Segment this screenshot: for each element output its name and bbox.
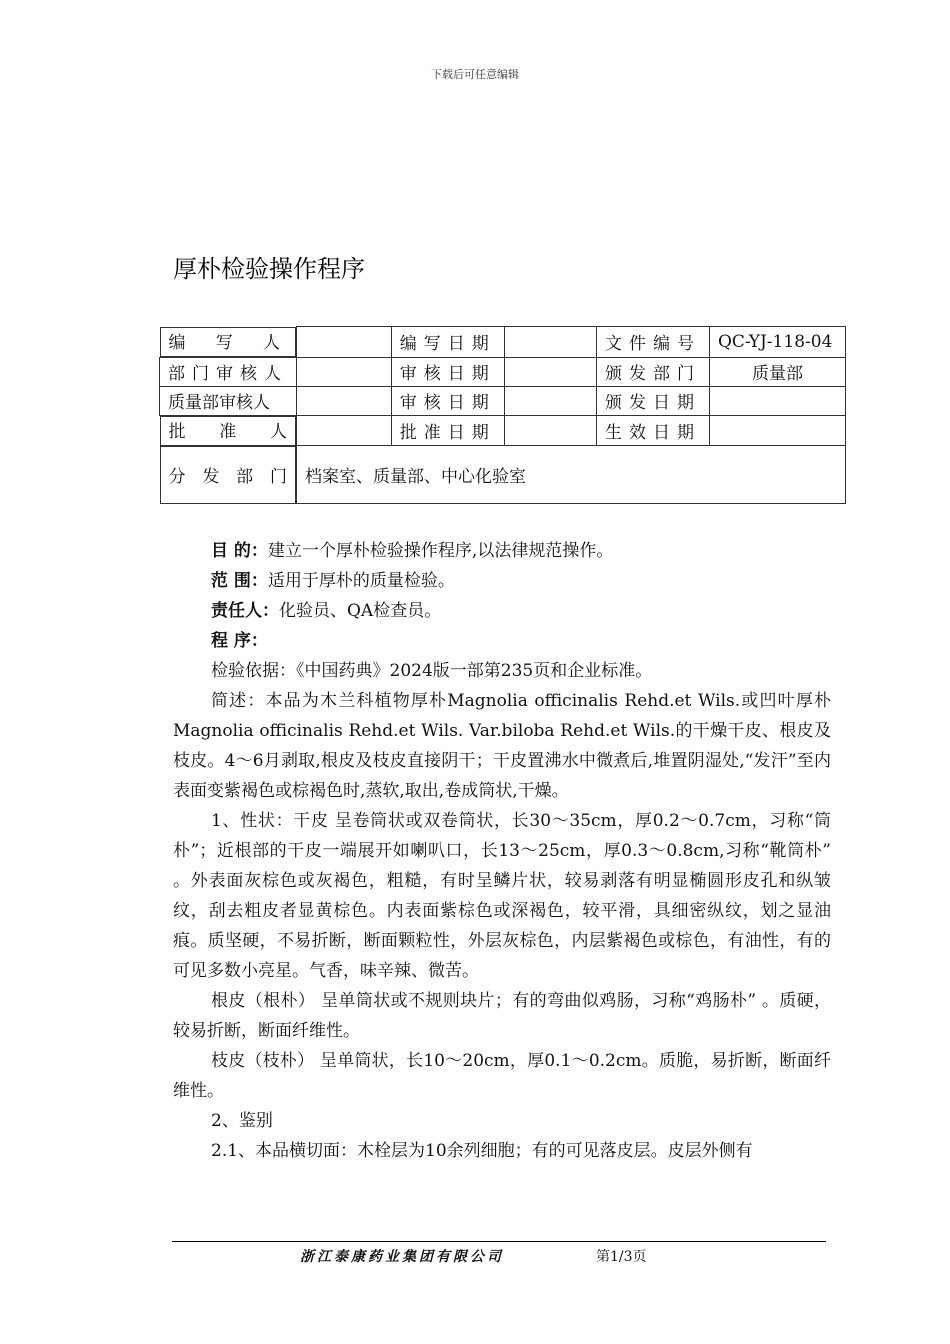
effective-date-value bbox=[709, 415, 845, 446]
basis-paragraph: 检验依据：《中国药典》2024版一部第235页和企业标准。 bbox=[211, 661, 653, 681]
page-number: 第1/3页 bbox=[596, 1249, 647, 1265]
footer-divider bbox=[172, 1241, 826, 1242]
root-bark-paragraph: 根皮（根朴） 呈单筒状或不规则块片；有的弯曲似鸡肠，习称“鸡肠朴” 。质硬，较易折断，断面纤维性。 bbox=[173, 991, 831, 1041]
doc-no-label: 文件编号 bbox=[596, 327, 709, 358]
distribution-value: 档案室、质量部、中心化验室 bbox=[297, 446, 846, 504]
responsibility-line bbox=[173, 596, 831, 626]
issue-dept-value: 质量部 bbox=[709, 357, 845, 386]
issue-dept-label: 颁发部门 bbox=[596, 357, 709, 386]
write-date-value bbox=[504, 327, 596, 358]
effective-date-label: 生效日期 bbox=[596, 415, 709, 446]
document-body bbox=[173, 536, 831, 1166]
review-date-value bbox=[504, 357, 596, 386]
procedure-label: 程 序： bbox=[211, 631, 268, 651]
dept-reviewer-label: 部门审核人 bbox=[160, 357, 297, 386]
identification-heading: 2、鉴别 bbox=[211, 1111, 273, 1131]
identification-paragraph: 2.1、本品横切面：木栓层为10余列细胞；有的可见落皮层。皮层外侧有 bbox=[211, 1141, 753, 1161]
responsibility-text: 化验员、QA检查员。 bbox=[279, 601, 442, 621]
approver-label: 批 准 人 bbox=[160, 416, 297, 446]
qa-reviewer-label: 质量部审核人 bbox=[160, 386, 297, 415]
doc-no-value: QC-YJ-118-04 bbox=[709, 327, 845, 358]
distribution-label: 分 发 部 门 bbox=[160, 446, 297, 504]
purpose-text: 建立一个厚朴检验操作程序,以法律规范操作。 bbox=[267, 541, 614, 561]
review-date-label: 审核日期 bbox=[391, 357, 504, 386]
scope-text: 适用于厚朴的质量检验。 bbox=[267, 571, 455, 591]
approver-value bbox=[297, 415, 392, 446]
characters-paragraph: 1、性状：干皮 呈卷筒状或双卷筒状，长30～35cm，厚0.2～0.7cm，习称“筒朴”；近根部的干皮一端展开如喇叭口，长13～25cm，厚0.3～0.8cm,习称“靴筒朴” 。外表面灰棕色或灰褐色，粗糙，有时呈鳞片状，较易剥落有明显椭圆形皮孔和纵皱纹，刮去粗皮者显黄棕色。内表面紫棕色或深褐色，较平滑，具细密纵纹，划之显油痕。质坚硬，不易折断，断面颗粒性，外层灰棕色，内层紫褐色或棕色，有油性，有的可见多数小亮星。气香，味辛辣、微苦。 bbox=[173, 811, 831, 981]
approve-date-label: 批准日期 bbox=[391, 415, 504, 446]
responsibility-label: 责任人： bbox=[211, 601, 279, 621]
document-control-table bbox=[159, 326, 846, 504]
summary-paragraph: 简述：本品为木兰科植物厚朴Magnolia officinalis Rehd.et Wils.或凹叶厚朴Magnolia officinalis Rehd.et Wils. Var.biloba Rehd.et Wils.的干燥干皮、根皮及枝皮。4～6月剥取,根皮及枝皮直接阴干；干皮置沸水中微煮后,堆置阴湿处,“发汗”至内表面变紫褐色或棕褐色时,蒸软,取出,卷成筒状,干燥。 bbox=[173, 691, 831, 801]
page-title: 厚朴检验操作程序 bbox=[173, 255, 365, 283]
qa-reviewer-value bbox=[297, 386, 392, 415]
dept-reviewer-value bbox=[297, 357, 392, 386]
purpose-label: 目 的： bbox=[211, 541, 268, 561]
qa-review-date-label: 审核日期 bbox=[391, 386, 504, 415]
write-date-label: 编写日期 bbox=[391, 327, 504, 358]
purpose-line bbox=[173, 536, 831, 566]
issue-date-label: 颁发日期 bbox=[596, 386, 709, 415]
author-value bbox=[297, 327, 392, 358]
issue-date-value bbox=[709, 386, 845, 415]
branch-bark-paragraph: 枝皮（枝朴） 呈单筒状，长10～20cm，厚0.1～0.2cm。质脆，易折断，断面纤维性。 bbox=[173, 1051, 831, 1101]
qa-review-date-value bbox=[504, 386, 596, 415]
author-label: 编 写 人 bbox=[160, 327, 297, 357]
scope-line bbox=[173, 566, 831, 596]
approve-date-value bbox=[504, 415, 596, 446]
page-header-note: 下载后可任意编辑 bbox=[431, 68, 519, 81]
company-name: 浙江泰康药业集团有限公司 bbox=[300, 1249, 504, 1265]
procedure-line bbox=[173, 626, 831, 656]
scope-label: 范 围： bbox=[211, 571, 268, 591]
